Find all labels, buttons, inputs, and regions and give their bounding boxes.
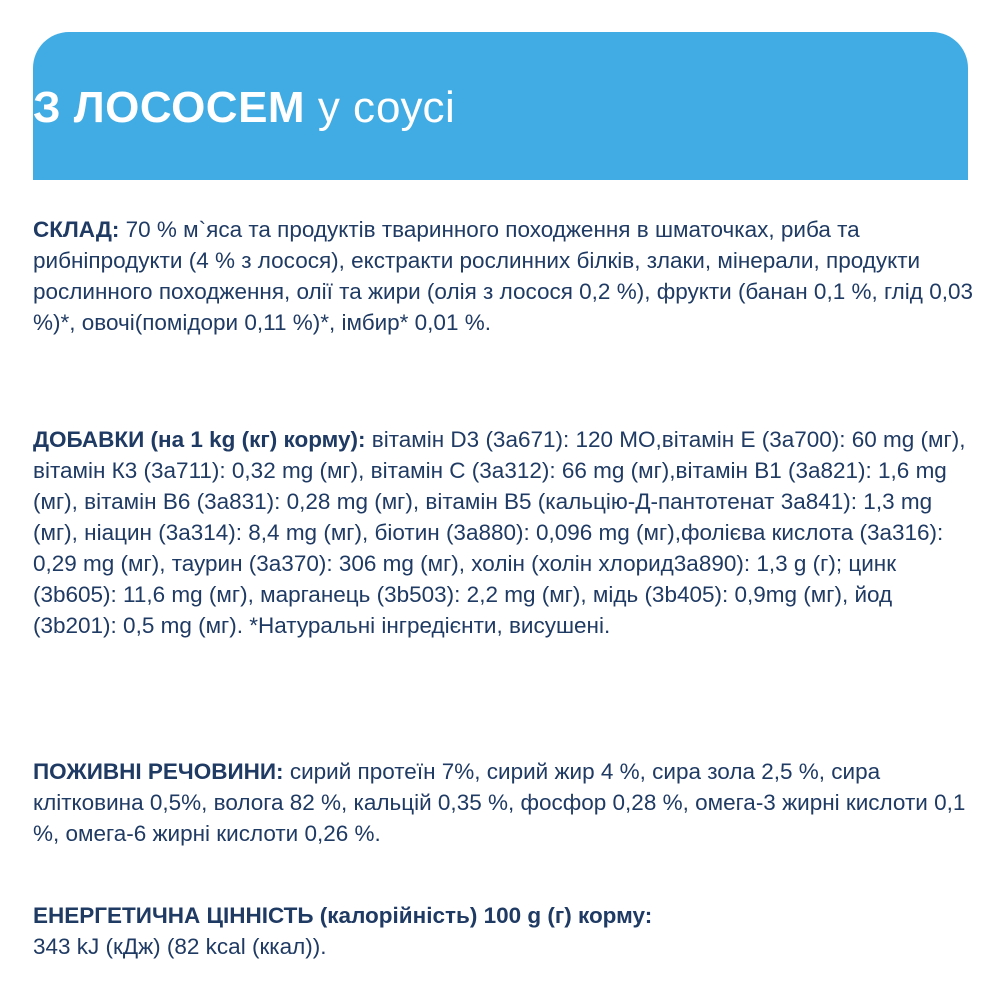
- product-title: [33, 80, 455, 136]
- nutrients-text: сирий протеїн 7%, сирий жир 4 %, сира зола 2,5 %, сира клітковина 0,5%, волога 82 %, кальцій 0,35 %, фосфор 0,28 %, омега-3 жирні кислоти 0,1 %, омега-6 жирні кислоти 0,26 %.: [33, 759, 966, 846]
- energy-label: ЕНЕРГЕТИЧНА ЦІННІСТЬ (калорійність) 100 g (г) корму:: [33, 903, 653, 928]
- product-title-bold: З ЛОСОСЕМ: [33, 83, 306, 132]
- additives-section: [33, 424, 973, 641]
- energy-text: 343 kJ (кДж) (82 kcal (ккал)).: [33, 934, 327, 959]
- composition-section: [33, 214, 973, 338]
- nutrients-label: ПОЖИВНІ РЕЧОВИНИ:: [33, 759, 284, 784]
- product-title-rest: у соусі: [317, 83, 456, 132]
- composition-text: 70 % м`яса та продуктів тваринного походження в шматочках, риба та рибніпродукти (4 % з лосося), екстракти рослинних білків, злаки, мінерали, продукти рослинного походження, олії та жири (олія з лосося 0,2 %), фрукти (банан 0,1 %, глід 0,03 %)*, овочі(помідори 0,11 %)*, імбир* 0,01 %.: [33, 217, 973, 335]
- composition-label: СКЛАД:: [33, 217, 120, 242]
- nutrients-section: [33, 756, 973, 849]
- additives-text: вітамін D3 (3а671): 120 МО,вітамін Е (3а700): 60 mg (мг), вітамін К3 (3а711): 0,32 mg (мг), вітамін С (3а312): 66 mg (мг),вітамін B1 (3а821): 1,6 mg (мг), вітамін B6 (3а831): 0,28 mg (мг), вітамін B5 (кальцію-Д-пантотенат 3а841): 1,3 mg (мг), ніацин (3а314): 8,4 mg (мг), біотин (3а880): 0,096 mg (мг),фолієва кислота (3а316): 0,29 mg (мг), таурин (3а370): 306 mg (мг), холін (холін хлорид3а890): 1,3 g (г); цинк (3b605): 11,6 mg (мг), марганець (3b503): 2,2 mg (мг), мідь (3b405): 0,9mg (мг), йод (3b201): 0,5 mg (мг). *Натуральні інгредієнти, висушені.: [33, 427, 966, 638]
- energy-section: [33, 900, 973, 962]
- additives-label: ДОБАВКИ (на 1 kg (кг) корму):: [33, 427, 366, 452]
